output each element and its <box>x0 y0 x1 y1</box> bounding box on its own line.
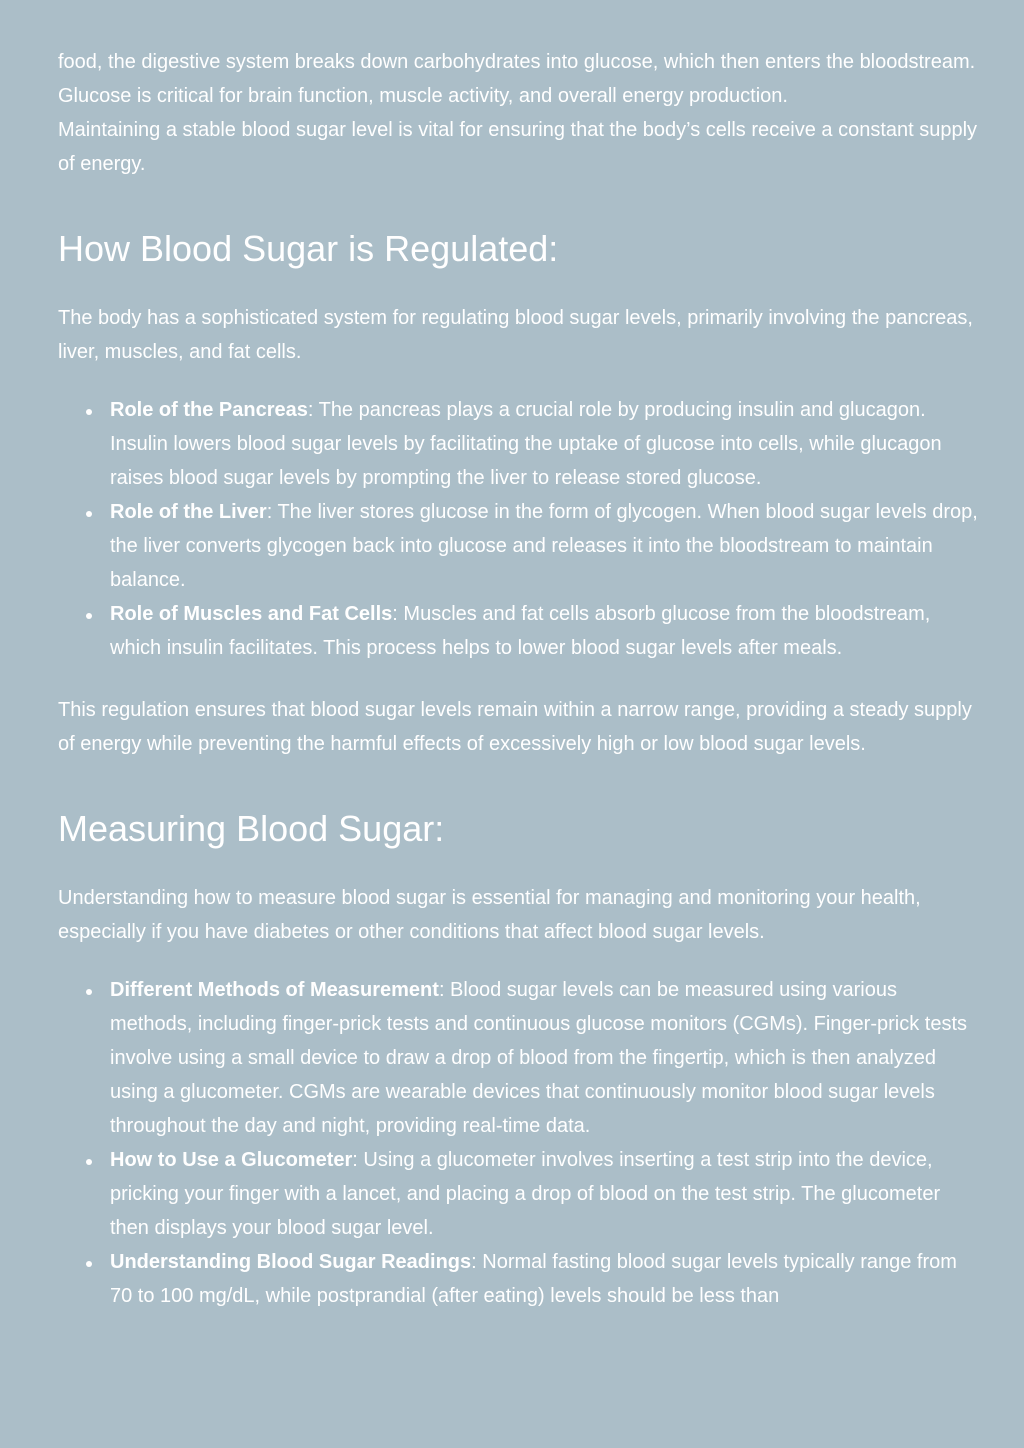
list-item-term: How to Use a Glucometer <box>110 1149 353 1171</box>
list-item-liver <box>110 495 978 597</box>
list-item-pancreas <box>110 393 978 495</box>
list-item-term: Role of Muscles and Fat Cells <box>110 603 393 625</box>
list-item-text: : The liver stores glucose in the form of glycogen. When blood sugar levels drop, the liver converts glycogen back into glucose and releases it into the bloodstream to maintain balance. <box>110 501 978 591</box>
list-item-glucometer <box>110 1143 978 1245</box>
top-paragraph-line-2: Glucose is critical for brain function, muscle activity, and overall energy production. <box>58 85 788 107</box>
list-item-muscles-fat <box>110 597 978 665</box>
list-item-text: : Blood sugar levels can be measured using various methods, including finger-prick tests and continuous glucose monitors (CGMs). Finger-prick tests involve using a small device to draw a drop of blood from the fingertip, which is then analyzed using a glucometer. CGMs are wearable devices that continuously monitor blood sugar levels throughout the day and night, providing real-time data. <box>110 979 968 1137</box>
list-item-term: Role of the Pancreas <box>110 399 308 421</box>
list-item-text: : Muscles and fat cells absorb glucose from the bloodstream, which insulin facilitates. This process helps to lower blood sugar levels after meals. <box>110 603 931 659</box>
section-heading-regulation: How Blood Sugar is Regulated: <box>58 228 559 269</box>
top-paragraph <box>58 45 978 181</box>
regulation-summary: This regulation ensures that blood sugar levels remain within a narrow range, providing a steady supply of energy while preventing the harmful effects of excessively high or low blood sugar levels. <box>58 699 972 755</box>
list-item-term: Role of the Liver <box>110 501 267 523</box>
regulation-intro: The body has a sophisticated system for regulating blood sugar levels, primarily involving the pancreas, liver, muscles, and fat cells. <box>58 307 973 363</box>
list-item-term: Different Methods of Measurement <box>110 979 439 1001</box>
list-item-term: Understanding Blood Sugar Readings <box>110 1251 472 1273</box>
list-item-text: : Normal fasting blood sugar levels typically range from 70 to 100 mg/dL, while postprandial (after eating) levels should be less than <box>110 1251 957 1307</box>
measuring-list <box>58 973 978 1313</box>
top-paragraph-line-3: Maintaining a stable blood sugar level is vital for ensuring that the body’s cells receive a constant supply of energy. <box>58 119 978 175</box>
list-item-text: : The pancreas plays a crucial role by producing insulin and glucagon. Insulin lowers blood sugar levels by facilitating the uptake of glucose into cells, while glucagon raises blood sugar levels by prompting the liver to release stored glucose. <box>110 399 942 489</box>
list-item-methods <box>110 973 978 1143</box>
top-paragraph-line-1: food, the digestive system breaks down carbohydrates into glucose, which then enters the bloodstream. <box>58 51 976 73</box>
list-item-text: : Using a glucometer involves inserting a test strip into the device, pricking your finger with a lancet, and placing a drop of blood on the test strip. The glucometer then displays your blood sugar level. <box>110 1149 941 1239</box>
list-item-readings <box>110 1245 978 1313</box>
measuring-intro: Understanding how to measure blood sugar is essential for managing and monitoring your health, especially if you have diabetes or other conditions that affect blood sugar levels. <box>58 887 921 943</box>
section-heading-measuring: Measuring Blood Sugar: <box>58 808 445 849</box>
regulation-list <box>58 393 978 665</box>
